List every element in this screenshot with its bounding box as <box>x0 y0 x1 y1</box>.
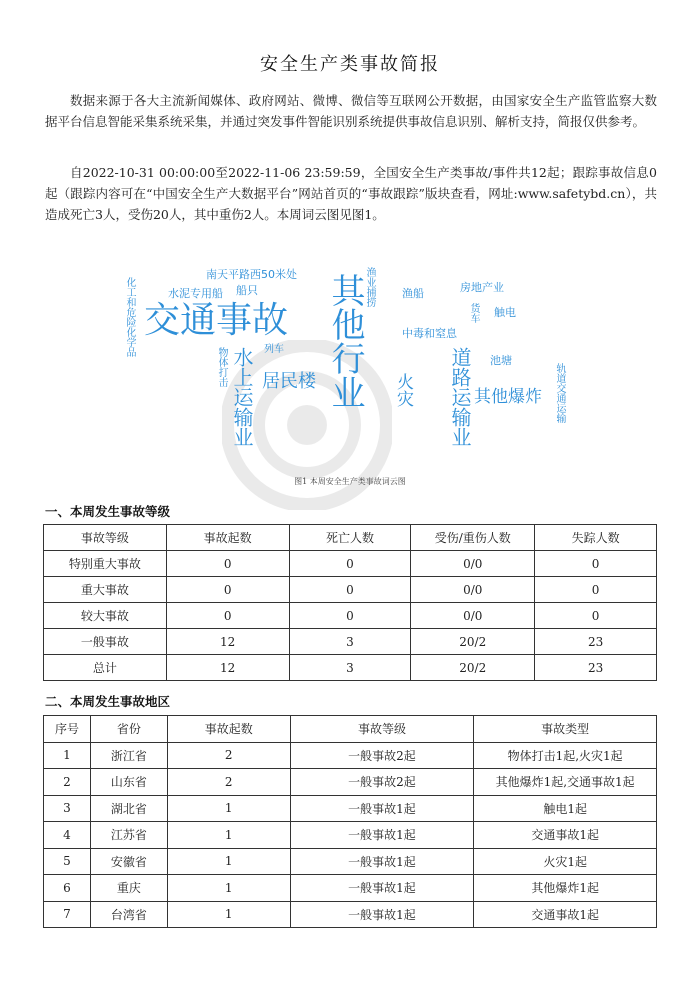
table-cell: 0 <box>166 577 289 603</box>
cloud-word: 火灾 <box>393 373 413 407</box>
table-cell: 20/2 <box>411 655 535 681</box>
cloud-word: 水泥专用船 <box>168 287 223 300</box>
section-heading-region: 二、本周发生事故地区 <box>45 694 171 709</box>
table-cell: 江苏省 <box>90 822 167 849</box>
cloud-word: 水上运输业 <box>230 347 254 447</box>
table-row <box>44 822 657 849</box>
cloud-word: 交通事故 <box>144 300 289 341</box>
table-cell: 12 <box>166 629 289 655</box>
table-cell: 20/2 <box>411 629 535 655</box>
table-cell: 0 <box>289 551 411 577</box>
table-cell: 1 <box>167 795 290 822</box>
table-cell: 物体打击1起,火灾1起 <box>474 742 657 769</box>
table-row <box>44 848 657 875</box>
table-header-cell: 事故等级 <box>290 716 474 743</box>
table-header-cell: 事故起数 <box>166 525 289 551</box>
table-header-cell: 事故类型 <box>474 716 657 743</box>
table-row <box>44 769 657 796</box>
table-cell: 较大事故 <box>44 603 167 629</box>
cloud-word: 道路运输业 <box>448 347 472 447</box>
table-cell: 4 <box>44 822 91 849</box>
accident-level-table <box>43 524 657 681</box>
table-cell: 3 <box>44 795 91 822</box>
cloud-word: 渔业捕捞 <box>364 267 375 307</box>
table-cell: 1 <box>167 875 290 902</box>
cloud-word: 池塘 <box>490 354 512 367</box>
figure-caption: 图1 本周安全生产类事故词云图 <box>294 477 406 486</box>
table-cell: 一般事故1起 <box>290 795 474 822</box>
cloud-word: 货车 <box>468 303 479 323</box>
cloud-word: 居民楼 <box>262 371 316 392</box>
table-cell: 其他爆炸1起,交通事故1起 <box>474 769 657 796</box>
table-cell: 1 <box>167 822 290 849</box>
table-cell: 特别重大事故 <box>44 551 167 577</box>
table-cell: 2 <box>167 742 290 769</box>
table-cell: 0 <box>289 603 411 629</box>
table-row <box>44 577 657 603</box>
table-header-row <box>44 525 657 551</box>
table-cell: 23 <box>535 629 657 655</box>
table-cell: 1 <box>44 742 91 769</box>
table-cell: 12 <box>166 655 289 681</box>
table-cell: 0/0 <box>411 577 535 603</box>
table-cell: 台湾省 <box>90 901 167 928</box>
cloud-word: 房地产业 <box>460 281 504 294</box>
table-cell: 交通事故1起 <box>474 901 657 928</box>
table-header-cell: 事故等级 <box>44 525 167 551</box>
table-cell: 安徽省 <box>90 848 167 875</box>
table-header-cell: 序号 <box>44 716 91 743</box>
intro-paragraph: 数据来源于各大主流新闻媒体、政府网站、微博、微信等互联网公开数据，由国家安全生产监管监察大数据平台信息智能采集系统采集，并通过突发事件智能识别系统提供事故信息识别、解析支持，简报仅供参考。 <box>45 93 657 129</box>
table-cell: 其他爆炸1起 <box>474 875 657 902</box>
table-cell: 重庆 <box>90 875 167 902</box>
table-row <box>44 795 657 822</box>
section-heading-level: 一、本周发生事故等级 <box>45 504 171 519</box>
table-cell: 6 <box>44 875 91 902</box>
table-header-cell: 省份 <box>90 716 167 743</box>
table-row <box>44 655 657 681</box>
table-row <box>44 629 657 655</box>
table-cell: 触电1起 <box>474 795 657 822</box>
table-cell: 7 <box>44 901 91 928</box>
cloud-word: 物体打击 <box>216 347 227 387</box>
table-cell: 总计 <box>44 655 167 681</box>
cloud-word: 其他爆炸 <box>474 387 542 407</box>
table-cell: 1 <box>167 848 290 875</box>
cloud-word: 轨道交通运输 <box>554 363 565 423</box>
table-row <box>44 901 657 928</box>
cloud-word: 中毒和窒息 <box>402 327 457 340</box>
table-cell: 0 <box>535 577 657 603</box>
table-row <box>44 551 657 577</box>
cloud-word: 南天平路西50米处 <box>206 268 297 281</box>
table-cell: 23 <box>535 655 657 681</box>
cloud-word: 船只 <box>236 284 258 297</box>
cloud-word: 列车 <box>264 344 284 355</box>
table-cell: 2 <box>44 769 91 796</box>
table-header-cell: 受伤/重伤人数 <box>411 525 535 551</box>
table-cell: 湖北省 <box>90 795 167 822</box>
word-cloud <box>110 255 590 470</box>
cloud-word: 触电 <box>494 306 516 319</box>
cloud-word: 渔船 <box>402 287 424 300</box>
accident-region-table <box>43 715 657 928</box>
table-cell: 3 <box>289 629 411 655</box>
table-cell: 0 <box>535 551 657 577</box>
table-cell: 一般事故1起 <box>290 875 474 902</box>
table-cell: 交通事故1起 <box>474 822 657 849</box>
table-cell: 一般事故2起 <box>290 742 474 769</box>
table-cell: 0 <box>289 577 411 603</box>
table-cell: 1 <box>167 901 290 928</box>
table-cell: 0 <box>166 551 289 577</box>
table-cell: 一般事故2起 <box>290 769 474 796</box>
table-cell: 重大事故 <box>44 577 167 603</box>
table-row <box>44 875 657 902</box>
table-header-row <box>44 716 657 743</box>
table-header-cell: 失踪人数 <box>535 525 657 551</box>
report-title: 安全生产类事故简报 <box>260 54 440 75</box>
table-cell: 0 <box>166 603 289 629</box>
summary-paragraph: 自2022-10-31 00:00:00至2022-11-06 23:59:59，全国安全生产类事故/事件共12起；跟踪事故信息0起（跟踪内容可在“中国安全生产大数据平台”网站首页的“事故跟踪”版块查看，网址:www.safetybd.cn），共造成死亡3人，受伤20人，其中重伤2人。本周词云图见图1。 <box>45 165 657 222</box>
table-cell: 2 <box>167 769 290 796</box>
table-row <box>44 603 657 629</box>
table-cell: 山东省 <box>90 769 167 796</box>
cloud-word: 其他行业 <box>325 273 365 409</box>
table-row <box>44 742 657 769</box>
cloud-word: 化工和危险化学品 <box>124 277 135 357</box>
table-cell: 5 <box>44 848 91 875</box>
table-cell: 浙江省 <box>90 742 167 769</box>
table-cell: 0/0 <box>411 551 535 577</box>
table-header-cell: 死亡人数 <box>289 525 411 551</box>
table-cell: 0/0 <box>411 603 535 629</box>
table-header-cell: 事故起数 <box>167 716 290 743</box>
table-cell: 火灾1起 <box>474 848 657 875</box>
table-cell: 3 <box>289 655 411 681</box>
table-cell: 一般事故1起 <box>290 901 474 928</box>
table-cell: 一般事故1起 <box>290 822 474 849</box>
table-cell: 0 <box>535 603 657 629</box>
table-cell: 一般事故 <box>44 629 167 655</box>
table-cell: 一般事故1起 <box>290 848 474 875</box>
